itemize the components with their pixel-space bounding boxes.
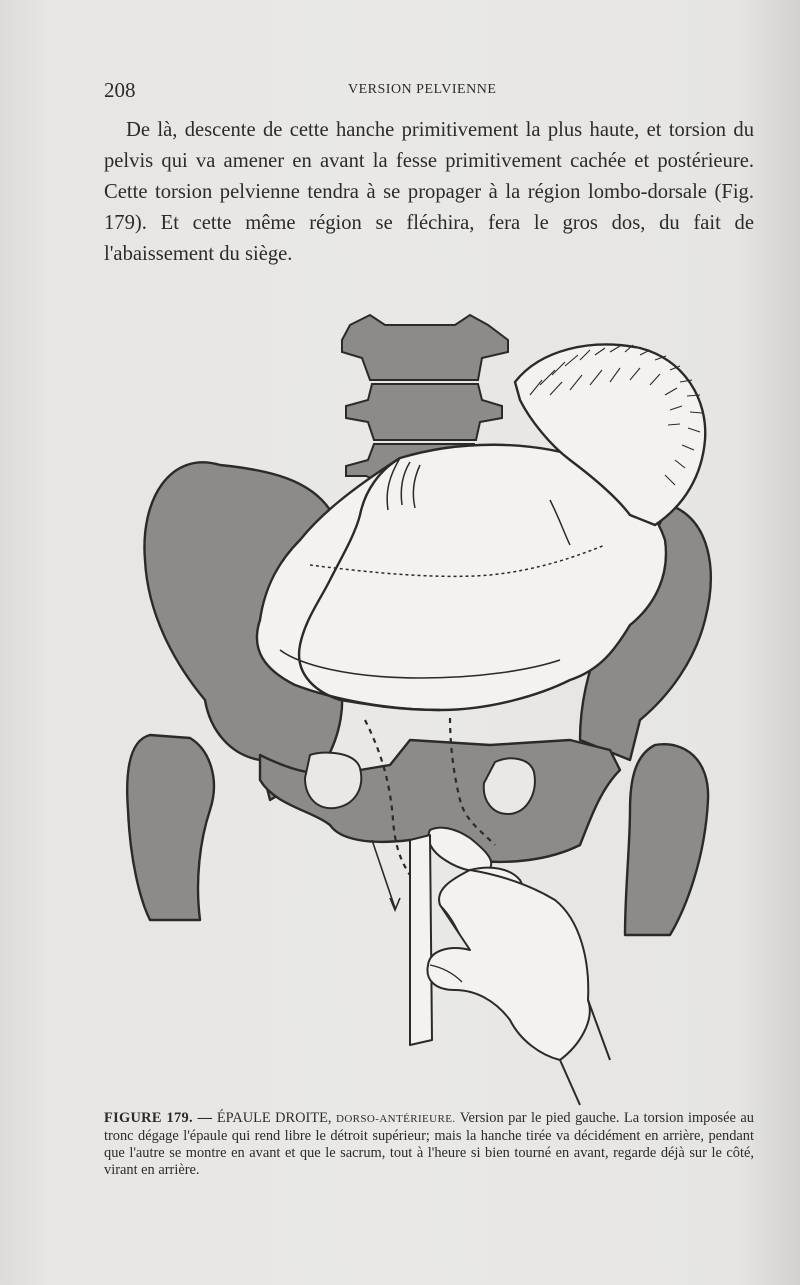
running-title: VERSION PELVIENNE [348, 82, 497, 97]
page-number: 208 [104, 78, 136, 102]
body-paragraph [104, 115, 754, 270]
traction-arrow [372, 840, 400, 910]
figure-caption [104, 1110, 754, 1179]
obstetrician-hand [427, 870, 610, 1105]
caption-text: Version par le pied gauche. La torsion imposée au tronc dégage l'épaule qui rend libre le détroit supérieur; mais la hanche tirée va décidément en arrière, pendant que l'autre se montre en avant et que le sacrum, tout à l'heure si bien tourné en avant, regarde déjà sur le côté, virant en arrière. [104, 1110, 754, 1178]
obstetric-pelvis-illustration [110, 300, 730, 1110]
paragraph-text: De là, descente de cette hanche primitivement la plus haute, et torsion du pelvis qui va amener en avant la fesse primitivement cachée et postérieure. Cette torsion pelvienne tendra à se propager à la région lombo-dorsale (Fig. 179). Et cette même région se fléchira, fera le gros dos, du fait de l'abaissement du siège. [104, 119, 754, 265]
running-head [104, 78, 754, 102]
caption-title-main: ÉPAULE DROITE, [216, 1110, 332, 1126]
figure-179 [110, 300, 730, 1110]
caption-label: FIGURE 179. — [104, 1110, 213, 1126]
caption-title-sub: DORSO-ANTÉRIEURE. [335, 1113, 456, 1125]
